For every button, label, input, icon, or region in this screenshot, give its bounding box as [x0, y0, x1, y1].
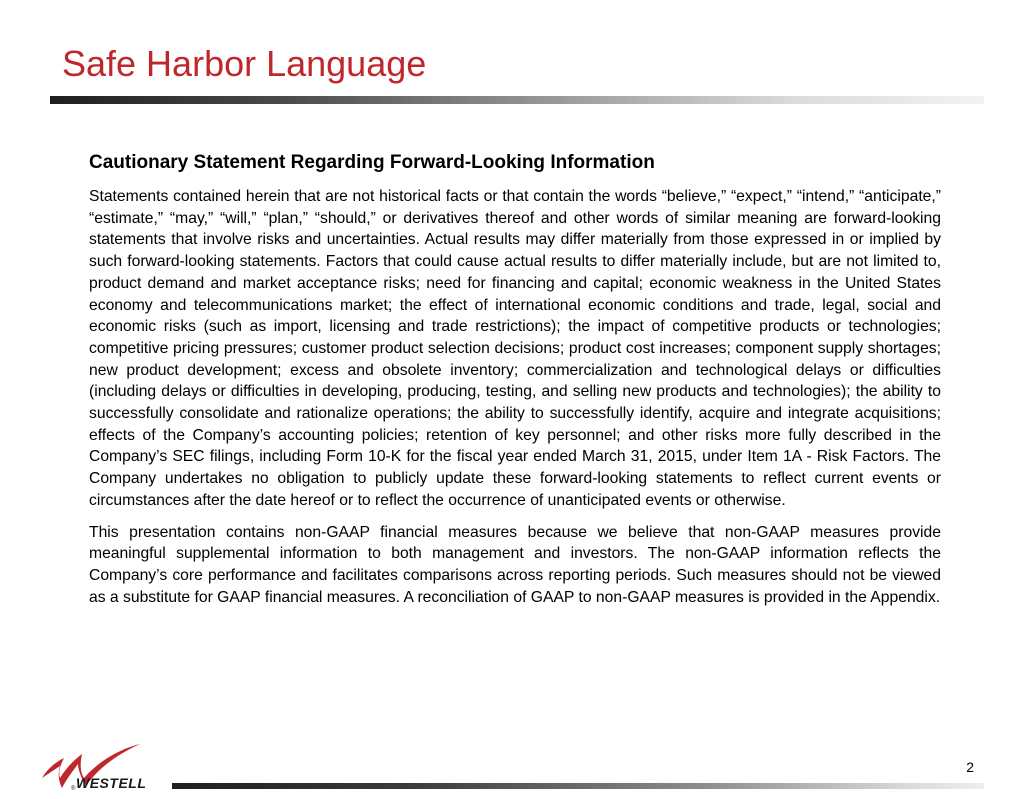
slide-content: [89, 150, 941, 618]
logo-registered-mark: ®: [71, 786, 76, 792]
section-heading: Cautionary Statement Regarding Forward-Looking Information: [89, 152, 655, 173]
title-divider: [50, 96, 984, 104]
page-number: 2: [966, 759, 974, 775]
slide-title: Safe Harbor Language: [62, 43, 427, 84]
footer-divider: [172, 783, 984, 789]
non-gaap-paragraph: This presentation contains non-GAAP financial measures because we believe that non-GAAP measures provide meaningful supplemental information to both management and investors. The non-GAAP information reflects the Company’s core performance and facilitates comparisons across reporting periods. Such measures should not be viewed as a substitute for GAAP financial measures. A reconciliation of GAAP to non-GAAP measures is provided in the Appendix.: [89, 523, 941, 606]
logo-wordmark: WESTELL: [76, 775, 147, 791]
westell-logo: [40, 742, 180, 794]
forward-looking-paragraph: Statements contained herein that are not historical facts or that contain the words “believe,” “expect,” “intend,” “anticipate,” “estimate,” “may,” “will,” “plan,” “should,” or derivatives thereof and other words of similar meaning are forward-looking statements that involve risks and uncertainties. Actual results may differ materially from those expressed in or implied by such forward-looking statements. Factors that could cause actual results to differ materially include, but are not limited to, product demand and market acceptance risks; need for financing and capital; economic weakness in the United States economy and telecommunications market; the effect of international economic conditions and trade, legal, social and economic risks (such as import, licensing and trade restrictions); the impact of competitive products or technologies; competitive pricing pressures; customer product selection decisions; product cost increases; component supply shortages; new product development; excess and obsolete inventory; commercialization and technological delays or difficulties (including delays or difficulties in developing, producing, testing, and selling new products and technologies); the ability to successfully consolidate and rationalize operations; the ability to successfully identify, acquire and integrate acquisitions; effects of the Company’s accounting policies; retention of key personnel; and other risks more fully described in the Company’s SEC filings, including Form 10-K for the fiscal year ended March 31, 2015, under Item 1A - Risk Factors. The Company undertakes no obligation to publicly update these forward-looking statements to reflect current events or circumstances after the date hereof or to reflect the occurrence of unanticipated events or otherwise.: [89, 188, 941, 509]
